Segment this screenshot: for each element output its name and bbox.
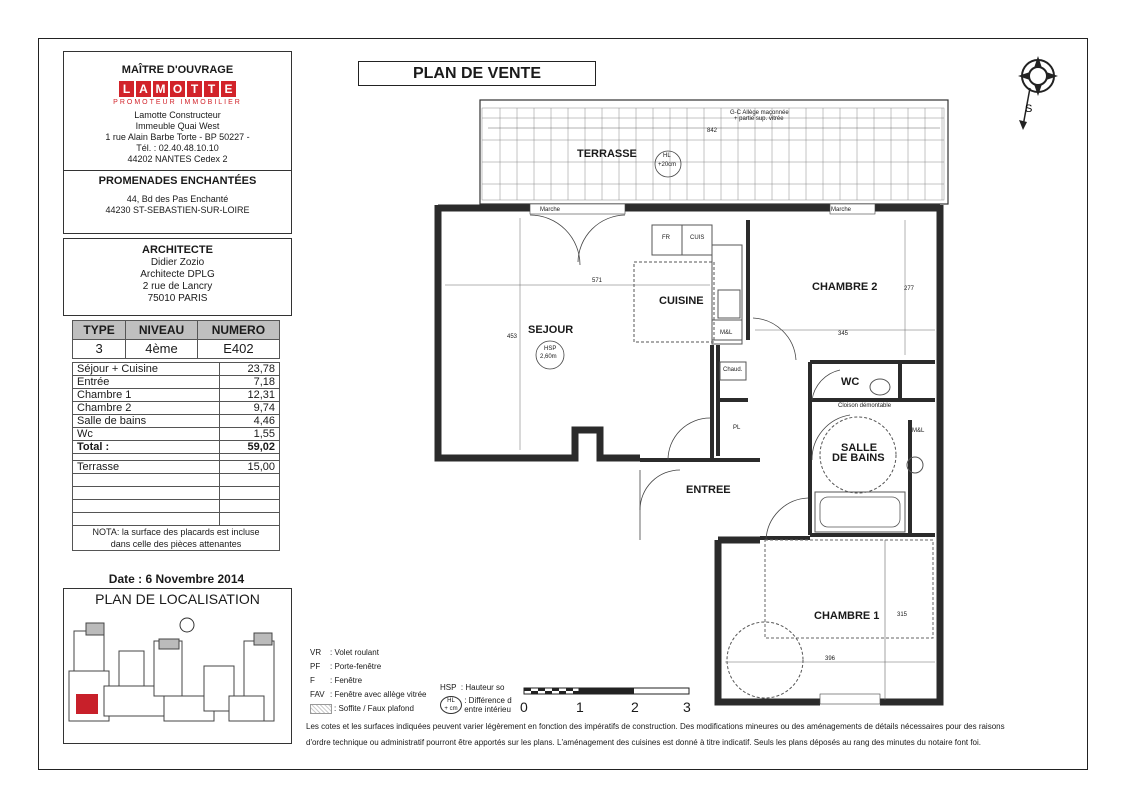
dim-453: 453: [507, 334, 518, 340]
surface-room: Terrasse: [73, 461, 220, 474]
surface-area: 59,02: [220, 441, 280, 454]
legend-hl-code: HL: [447, 698, 455, 704]
legend-code: FAV: [310, 690, 325, 699]
owner-heading: MAÎTRE D'OUVRAGE: [121, 64, 234, 76]
surface-row: [73, 376, 280, 389]
program-address-line: 44, Bd des Pas Enchanté: [126, 194, 229, 204]
architect-address: [64, 257, 291, 305]
legend-right: [440, 683, 530, 714]
room-cuisine: CUISINE: [659, 295, 704, 307]
logo-letter: T: [204, 81, 219, 97]
empty-row: [73, 500, 280, 513]
room-terrasse: TERRASSE: [577, 148, 637, 160]
terrace-row: [73, 461, 280, 474]
location-panel: [63, 588, 292, 744]
number-value: E402: [197, 340, 279, 359]
legend-code: [310, 704, 332, 714]
program-address: [64, 194, 291, 216]
legend-hl-sub: + cm: [444, 706, 458, 712]
architect-heading: ARCHITECTE: [142, 244, 213, 256]
gc-note-1: G-C Allège maçonnée: [730, 110, 789, 116]
surface-room: Séjour + Cuisine: [73, 363, 220, 376]
owner-address-line: 44202 NANTES Cedex 2: [127, 154, 228, 164]
hl-value: +20cm: [658, 162, 677, 168]
legend-text: : Fenêtre: [330, 676, 363, 685]
surface-area: 4,46: [220, 415, 280, 428]
empty-row: [73, 474, 280, 487]
compass-icon: [1008, 48, 1068, 138]
owner-address-line: Tél. : 02.40.48.10.10: [136, 143, 219, 153]
empty-row: [73, 513, 280, 526]
surface-room: Total :: [73, 441, 220, 454]
gc-note-2: + partie sup. vitrée: [734, 116, 784, 122]
toilet: [870, 379, 890, 395]
room-surfaces: [72, 362, 280, 551]
surface-room: Wc: [73, 428, 220, 441]
closet-label: PL: [733, 425, 741, 431]
surface-area: 1,55: [220, 428, 280, 441]
type-header: TYPE: [73, 321, 126, 340]
scale-3: 3: [683, 699, 691, 715]
owner-address-line: 1 rue Alain Barbe Torte - BP 50227 -: [105, 132, 250, 142]
removable-partition-label: Cloison démontable: [838, 403, 892, 409]
lamotte-logo: [64, 81, 291, 97]
owner-panel: [63, 51, 292, 234]
dim-396: 396: [825, 656, 836, 662]
logo-letter: M: [153, 81, 168, 97]
owner-address-line: Lamotte Constructeur: [134, 110, 221, 120]
scale-1: 1: [576, 699, 584, 715]
step-label-2: Marche: [831, 207, 852, 213]
note-row: [73, 526, 280, 539]
total-row: [73, 441, 280, 454]
plan-title: PLAN DE VENTE: [358, 61, 596, 86]
room-entree: ENTREE: [686, 484, 731, 496]
boiler-label: Chaud.: [723, 367, 743, 373]
room-de-bains: DE BAINS: [832, 452, 885, 464]
surface-room: Chambre 1: [73, 389, 220, 402]
architect-line: 2 rue de Lancry: [142, 281, 213, 292]
legend-hsp-text: : Hauteur so: [460, 683, 505, 692]
legend-text: : Fenêtre avec allège vitrée: [330, 690, 427, 699]
dim-315: 315: [897, 612, 908, 618]
date-label: Date : 6 Novembre 2014: [108, 572, 245, 586]
surface-area: 23,78: [220, 363, 280, 376]
logo-letter: L: [119, 81, 134, 97]
scale-0: 0: [520, 699, 528, 715]
washer-label: M&L: [720, 330, 733, 336]
logo-letter: A: [136, 81, 151, 97]
dim-277: 277: [904, 286, 915, 292]
logo-letter: E: [221, 81, 236, 97]
cooker-label: CUIS: [690, 235, 705, 241]
surface-row: [73, 402, 280, 415]
room-wc: WC: [841, 376, 860, 388]
surface-row: [73, 428, 280, 441]
logo-letter: O: [170, 81, 185, 97]
terrace-grid: [482, 108, 944, 200]
surface-table: [72, 320, 280, 551]
legend-text: : Porte-fenêtre: [330, 662, 382, 671]
room-chambre-2: CHAMBRE 2: [812, 281, 878, 293]
note-line: dans celle des pièces attenantes: [73, 538, 280, 551]
surface-room: Salle de bains: [73, 415, 220, 428]
surface-room: Entrée: [73, 376, 220, 389]
washer-label-2: M&L: [912, 428, 925, 434]
surface-area: 15,00: [220, 461, 280, 474]
surface-row: [73, 415, 280, 428]
fridge-label: FR: [662, 235, 670, 241]
legend-code: VR: [310, 648, 322, 657]
footer-note-2: d'ordre technique ou administratif pourront être apportés sur les plans. L'aménagement des cuisines est donné à titre indicatif. Seuls les plans déposés au rang des minutes du notaire font foi.: [306, 738, 982, 747]
location-title: PLAN DE LOCALISATION: [95, 591, 260, 607]
logo-tagline: PROMOTEUR IMMOBILIER: [113, 99, 242, 106]
footer-note-1: Les cotes et les surfaces indiquées peuvent varier légèrement en fonction des impératifs de construction. Des modifications mineures ou des aménagements de détails nécessaires pour des raisons: [306, 722, 1005, 731]
bathtub: [815, 492, 905, 532]
dim-345: 345: [838, 331, 849, 337]
hsp-value: 2,60m: [540, 354, 557, 360]
step-label: Marche: [540, 207, 561, 213]
scale-2: 2: [631, 699, 639, 715]
legend-text: : Volet roulant: [330, 648, 379, 657]
dim-571: 571: [592, 278, 603, 284]
type-value: 3: [73, 340, 126, 359]
legend-code: PF: [310, 662, 321, 671]
legend-hsp-code: HSP: [440, 683, 457, 692]
legend-hl-text-2: entre intérieu: [464, 705, 511, 714]
architect-line: Didier Zozio: [150, 257, 205, 268]
location-map: [64, 611, 291, 741]
interior-walls: [640, 220, 935, 538]
program-address-line: 44230 ST-SEBASTIEN-SUR-LOIRE: [105, 205, 250, 215]
legend-item: [310, 646, 470, 660]
legend-text: : Soffite / Faux plafond: [334, 704, 414, 713]
note-line: NOTA: la surface des placards est incluse: [73, 526, 280, 539]
legend-hl-text: : Différence d: [464, 696, 512, 705]
surface-row: [73, 389, 280, 402]
surface-row: [73, 363, 280, 376]
dim-842: 842: [707, 128, 718, 134]
note-row: [73, 538, 280, 551]
owner-address-line: Immeuble Quai West: [135, 121, 220, 131]
scale-bar: [522, 684, 697, 704]
level-header: NIVEAU: [126, 321, 198, 340]
hsp-label: HSP: [544, 346, 557, 352]
number-header: NUMERO: [197, 321, 279, 340]
architect-panel: [63, 238, 292, 316]
surface-room: Chambre 2: [73, 402, 220, 415]
room-sejour: SEJOUR: [528, 324, 574, 336]
compass-letter: S: [1025, 103, 1033, 115]
surface-area: 7,18: [220, 376, 280, 389]
empty-row: [73, 487, 280, 500]
mini-compass-icon: [180, 618, 194, 632]
legend-code: F: [310, 676, 315, 685]
room-salle: SALLE: [841, 442, 878, 454]
legend-item: [310, 660, 470, 674]
level-value: 4ème: [126, 340, 198, 359]
architect-line: 75010 PARIS: [147, 293, 208, 304]
logo-letter: T: [187, 81, 202, 97]
program-name: PROMENADES ENCHANTÉES: [98, 175, 257, 187]
room-chambre-1: CHAMBRE 1: [814, 610, 880, 622]
hl-label: HL: [663, 153, 671, 159]
surface-area: 12,31: [220, 389, 280, 402]
surface-area: 9,74: [220, 402, 280, 415]
owner-address: [64, 110, 291, 165]
apartment-values-row: [73, 340, 280, 359]
apartment-header-row: [73, 321, 280, 340]
architect-line: Architecte DPLG: [140, 269, 215, 280]
highlight-building: [76, 694, 98, 714]
spacer-row: [73, 454, 280, 461]
